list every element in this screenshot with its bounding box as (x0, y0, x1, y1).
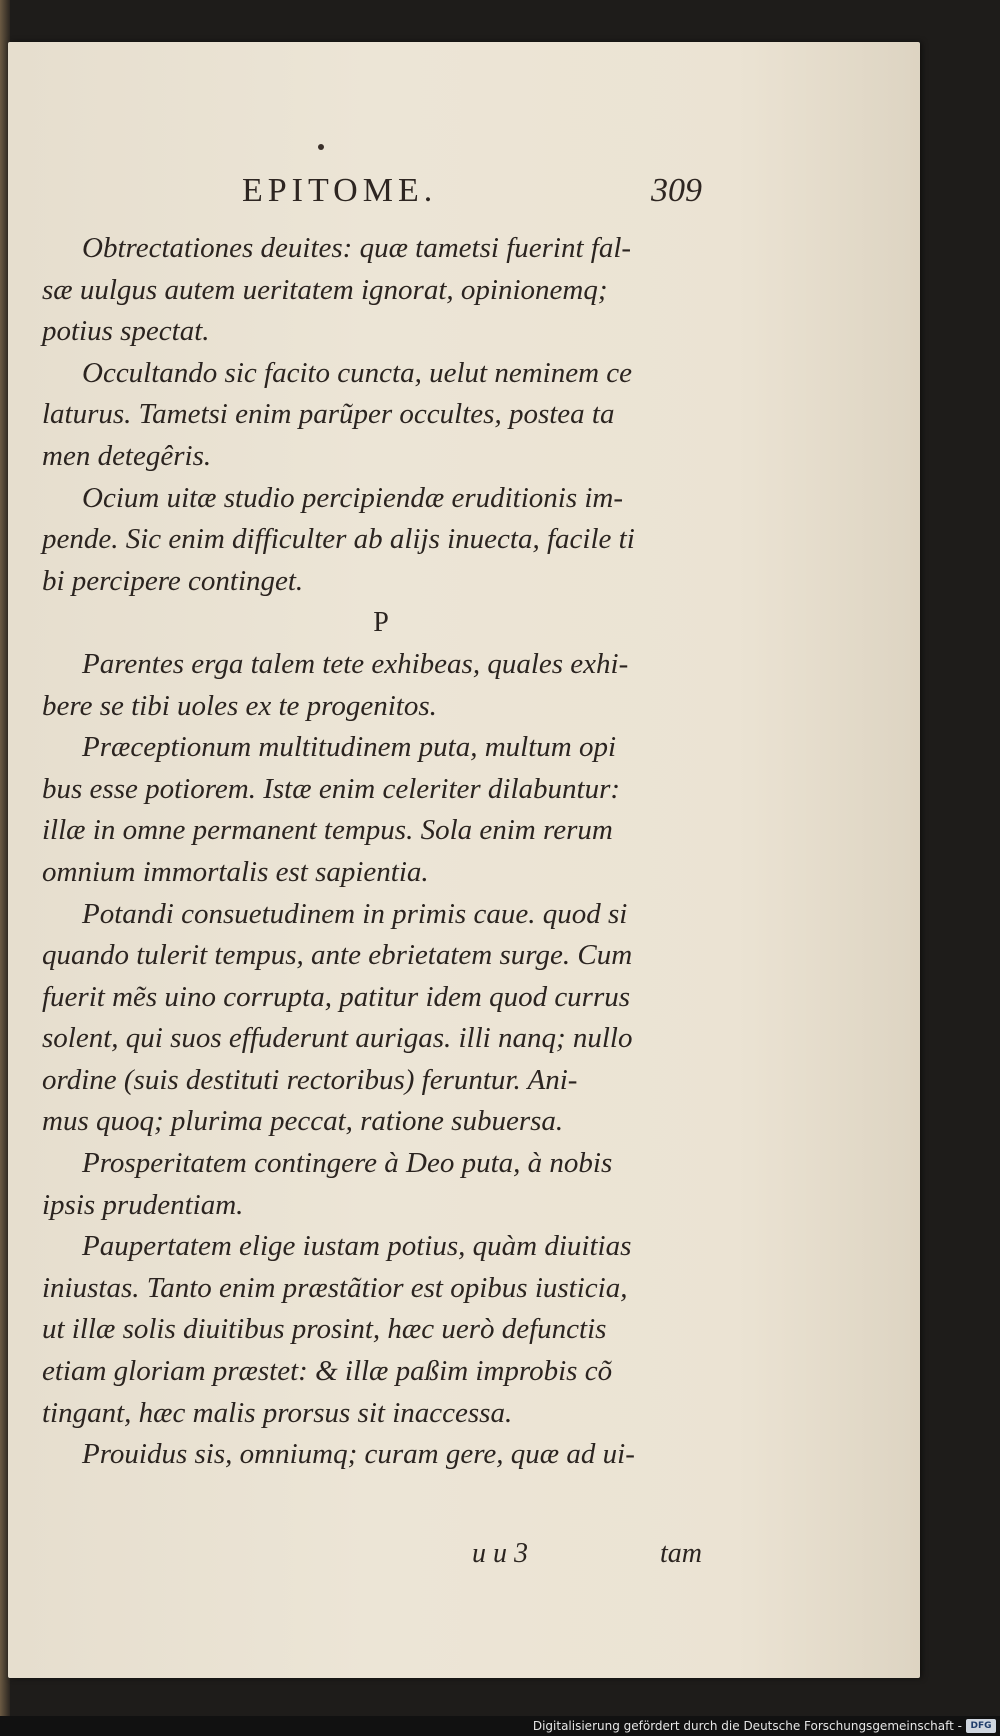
book-page (8, 42, 920, 1678)
text-line: mus quoq; plurima peccat, ratione subuersa. (42, 1105, 564, 1138)
text-line: Occultando sic facito cuncta, uelut neminem ce (82, 356, 633, 389)
running-title: EPITOME. (242, 172, 438, 209)
text-line: bus esse potiorem. Istæ enim celeriter dilabuntur: (42, 772, 621, 805)
page-footer (42, 1538, 702, 1578)
text-line: men detegêris. (42, 439, 212, 472)
text-line: illæ in omne permanent tempus. Sola enim rerum (42, 814, 613, 847)
text-line: Prouidus sis, omniumq; curam gere, quæ ad ui- (82, 1438, 635, 1471)
text-line: etiam gloriam præstet: & illæ paßim improbis cõ (42, 1355, 613, 1388)
printer-dot-mark (318, 144, 324, 150)
text-line: sæ uulgus autem ueritatem ignorat, opinionemq; (42, 273, 608, 306)
text-line: Præceptionum multitudinem puta, multum opi (82, 731, 617, 764)
text-line: bi percipere continget. (42, 564, 304, 597)
text-line: omnium immortalis est sapientia. (42, 855, 429, 888)
body-text (42, 228, 702, 1476)
text-line: Potandi consuetudinem in primis caue. quod si (82, 897, 628, 930)
text-line: pende. Sic enim difficulter ab alijs inuecta, facile ti (42, 523, 635, 556)
text-line: quando tulerit tempus, ante ebrietatem surge. Cum (42, 939, 633, 972)
text-line: ipsis prudentiam. (42, 1188, 244, 1221)
text-line: solent, qui suos effuderunt aurigas. illi nanq; nullo (42, 1022, 633, 1055)
dfg-logo: DFG (966, 1719, 996, 1733)
text-line: laturus. Tametsi enim parũper occultes, postea ta (42, 398, 615, 431)
text-line: ut illæ solis diuitibus prosint, hæc uerò defunctis (42, 1313, 607, 1346)
text-line: Ocium uitæ studio percipiendæ eruditionis im- (82, 481, 624, 514)
text-line: fuerit mẽs uino corrupta, patitur idem quod currus (42, 980, 631, 1013)
page-number: 309 (651, 172, 702, 209)
text-line: bere se tibi uoles ex te progenitos. (42, 689, 437, 722)
section-letter: P (373, 607, 389, 639)
text-line: Parentes erga talem tete exhibeas, quales exhi- (82, 647, 629, 680)
text-line: potius spectat. (42, 315, 210, 348)
signature-mark: u u 3 (472, 1538, 528, 1569)
text-line: tingant, hæc malis prorsus sit inaccessa. (42, 1396, 513, 1429)
text-line: Obtrectationes deuites: quæ tametsi fuerint fal- (82, 232, 632, 264)
text-line: ordine (suis destituti rectoribus) feruntur. Ani- (42, 1063, 578, 1096)
text-line: Prosperitatem contingere à Deo puta, à nobis (82, 1147, 613, 1180)
running-head (42, 172, 702, 222)
funding-credit: Digitalisierung gefördert durch die Deutsche Forschungsgemeinschaft - (532, 1719, 962, 1733)
text-line: iniustas. Tanto enim præstãtior est opibus iusticia, (42, 1271, 628, 1304)
catchword: tam (660, 1538, 702, 1569)
text-line: Paupertatem elige iustam potius, quàm diuitias (82, 1230, 632, 1263)
